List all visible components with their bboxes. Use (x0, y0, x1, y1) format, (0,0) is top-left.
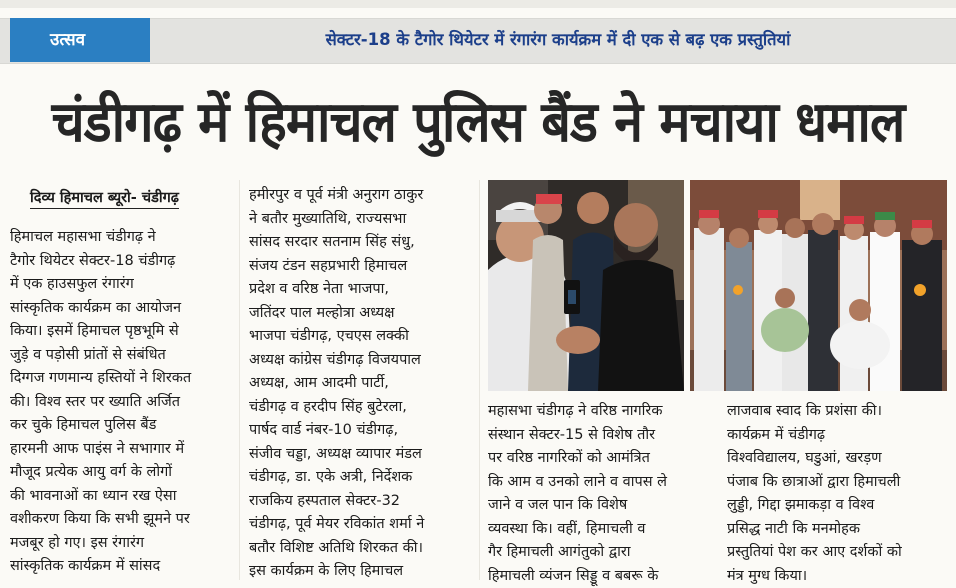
article-line: कि आम व उनको लाने व वापस ले (488, 471, 708, 495)
article-line: मजबूर हो गए। इस रंगारंग (10, 532, 232, 556)
section-tag: उत्सव (10, 18, 150, 62)
article-line: व्यवस्था कि। वहीं, हिमाचली व (488, 518, 708, 542)
article-line: सांस्कृतिक कार्यक्रम में सांसद (10, 555, 232, 579)
kicker-text: सेक्टर-18 के टैगोर थियेटर में रंगारंग कार्यक्रम में दी एक से बढ़ एक प्रस्तुतियां (170, 18, 946, 62)
article-line: विश्वविद्यालय, घडुआं, खरड़ण (727, 447, 947, 471)
photo-group (690, 180, 947, 391)
article-line: हारमनी आफ पाइंस ने सभागार में (10, 438, 232, 462)
article-line: की। विश्व स्तर पर ख्याति अर्जित (10, 391, 232, 415)
article-line: जतिंदर पाल मल्होत्रा अध्यक्ष (249, 302, 471, 326)
article-line: पार्षद वार्ड नंबर-10 चंडीगढ़, (249, 419, 471, 443)
article-line: हिमाचली व्यंजन सिड्डू व बबरू के (488, 565, 708, 588)
article-line: में एक हाउसफुल रंगारंग (10, 273, 232, 297)
article-line: सांसद सरदार सतनाम सिंह संधु, (249, 231, 471, 255)
byline: दिव्य हिमाचल ब्यूरो- चंडीगढ़ (30, 187, 179, 209)
article-column-4 (727, 400, 947, 588)
article-line: कर चुके हिमाचल पुलिस बैंड (10, 414, 232, 438)
article-line: लुड्डी, गिद्दा झमाकड़ा व विश्व (727, 494, 947, 518)
article-line: मंत्र मुग्ध किया। (727, 565, 947, 588)
article-line: संजय टंडन सहप्रभारी हिमाचल (249, 255, 471, 279)
article-line: चंडीगढ़, पूर्व मेयर रविकांत शर्मा ने (249, 513, 471, 537)
article-line: सांस्कृतिक कार्यक्रम का आयोजन (10, 297, 232, 321)
article-line: बतौर विशिष्ट अतिथि शिरकत की। (249, 537, 471, 561)
article-line: टैगोर थियेटर सेक्टर-18 चंडीगढ़ (10, 250, 232, 274)
article-line: इस कार्यक्रम के लिए हिमाचल (249, 560, 471, 584)
article-line: की भावनाओं का ध्यान रख ऐसा (10, 485, 232, 509)
column-divider (479, 180, 480, 580)
top-rule (0, 0, 956, 8)
article-line: गैर हिमाचली आगंतुको द्वारा (488, 541, 708, 565)
article-line: मौजूद प्रत्येक आयु वर्ग के लोगों (10, 461, 232, 485)
article-line: अध्यक्ष, आम आदमी पार्टी, (249, 372, 471, 396)
article-line: पर वरिष्ठ नागरिकों को आमंत्रित (488, 447, 708, 471)
article-line: अध्यक्ष कांग्रेस चंडीगढ़ विजयपाल (249, 349, 471, 373)
article-line: हिमाचल महासभा चंडीगढ़ ने (10, 226, 232, 250)
article-line: चंडीगढ़, डा. एके अत्री, निर्देशक (249, 466, 471, 490)
article-line: कार्यक्रम में चंडीगढ़ (727, 424, 947, 448)
photo-handshake (488, 180, 684, 391)
article-line: महासभा चंडीगढ़ ने वरिष्ठ नागरिक (488, 400, 708, 424)
article-line: दिग्गज गणमान्य हस्तियों ने शिरकत (10, 367, 232, 391)
article-line: हमीरपुर व पूर्व मंत्री अनुराग ठाकुर (249, 184, 471, 208)
article-column-2 (249, 184, 471, 584)
article-line: वशीकरण किया कि सभी झूमने पर (10, 508, 232, 532)
article-line: लाजवाब स्वाद कि प्रशंसा की। (727, 400, 947, 424)
article-line: किया। इसमें हिमाचल पृष्ठभूमि से (10, 320, 232, 344)
column-divider (239, 180, 240, 580)
headline: चंडीगढ़ में हिमाचल पुलिस बैंड ने मचाया धमाल (33, 70, 922, 176)
article-line: ने बतौर मुख्यातिथि, राज्यसभा (249, 208, 471, 232)
article-line: जुड़े व पड़ोसी प्रांतों से संबंधित (10, 344, 232, 368)
article-line: संस्थान सेक्टर-15 से विशेष तौर (488, 424, 708, 448)
article-column-3 (488, 400, 708, 588)
article-line: भाजपा चंडीगढ़, एचएस लक्की (249, 325, 471, 349)
article-line: संजीव चड्डा, अध्यक्ष व्यापार मंडल (249, 443, 471, 467)
article-line: प्रदेश व वरिष्ठ नेता भाजपा, (249, 278, 471, 302)
article-line: चंडीगढ़ व हरदीप सिंह बुटेरला, (249, 396, 471, 420)
article-line: प्रसिद्ध नाटी कि मनमोहक (727, 518, 947, 542)
article-line: जाने व जल पान कि विशेष (488, 494, 708, 518)
article-line: प्रस्तुतियां पेश कर आए दर्शकों को (727, 541, 947, 565)
article-line: पंजाब कि छात्राओं द्वारा हिमाचली (727, 471, 947, 495)
article-line: राजकिय हस्पताल सेक्टर-32 (249, 490, 471, 514)
article-column-1 (10, 226, 232, 579)
